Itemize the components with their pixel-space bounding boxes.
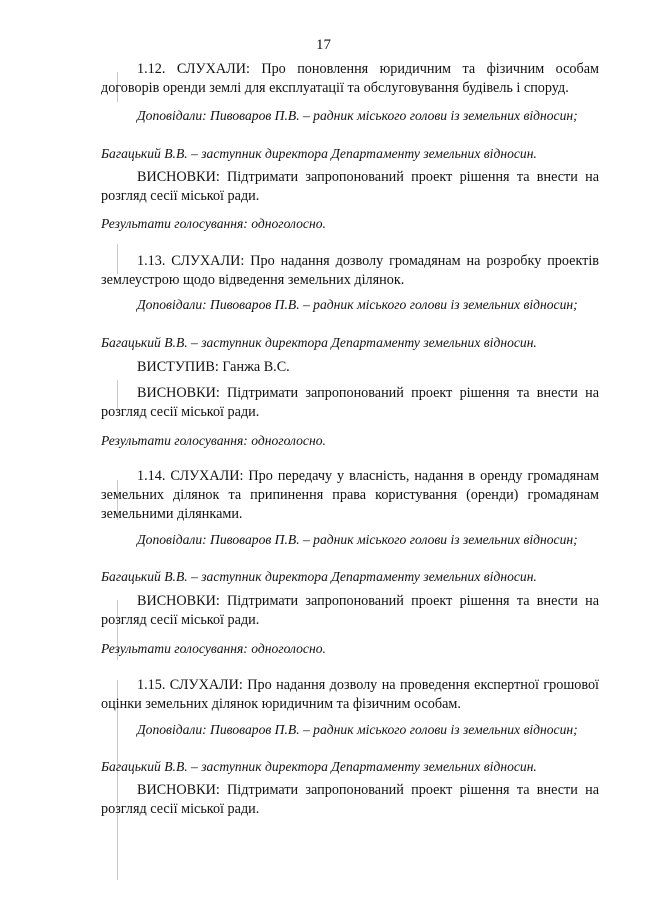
item-1-14-heard: 1.14. СЛУХАЛИ: Про передачу у власність, надання в оренду громадянам земельних ділянок та припинення права користування (оренди) громадянам земельними ділянками. [101, 468, 599, 522]
item-1-15-heard: 1.15. СЛУХАЛИ: Про надання дозволу на проведення експертної грошової оцінки земельних ділянок юридичним та фізичним особам. [101, 677, 599, 712]
item-1-13-spoke: ВИСТУПИВ: Ганжа В.С. [137, 359, 290, 375]
item-1-13-vote: Результати голосування: одноголосно. [101, 433, 326, 448]
item-1-12-heard: 1.12. СЛУХАЛИ: Про поновлення юридичним та фізичним особам договорів оренди землі для експлуатації та обслуговування будівель і споруд. [101, 61, 599, 96]
item-1-13-reporter-1: Доповідали: Пивоваров П.В. – радник міського голови із земельних відносин; [137, 297, 578, 312]
item-1-13-reporter-2: Багацький В.В. – заступник директора Департаменту земельних відносин. [101, 335, 537, 350]
item-1-15-reporter-1: Доповідали: Пивоваров П.В. – радник міського голови із земельних відносин; [137, 722, 578, 737]
item-1-14-reporter-1: Доповідали: Пивоваров П.В. – радник міського голови із земельних відносин; [137, 532, 578, 547]
item-1-15-conclusion: ВИСНОВКИ: Підтримати запропонований проект рішення та внести на розгляд сесії міської ради. [101, 782, 599, 817]
item-1-15-reporter-2: Багацький В.В. – заступник директора Департаменту земельних відносин. [101, 759, 537, 774]
item-1-12-reporter-2: Багацький В.В. – заступник директора Департаменту земельних відносин. [101, 146, 537, 161]
item-1-14-vote: Результати голосування: одноголосно. [101, 641, 326, 656]
item-1-12-vote: Результати голосування: одноголосно. [101, 216, 326, 231]
item-1-13-heard: 1.13. СЛУХАЛИ: Про надання дозволу громадянам на розробку проектів землеустрою щодо відведення земельних ділянок. [101, 253, 599, 288]
page-number: 17 [316, 37, 331, 53]
item-1-13-conclusion: ВИСНОВКИ: Підтримати запропонований проект рішення та внести на розгляд сесії міської ради. [101, 385, 599, 420]
item-1-12-conclusion: ВИСНОВКИ: Підтримати запропонований проект рішення та внести на розгляд сесії міської ради. [101, 169, 599, 204]
item-1-14-conclusion: ВИСНОВКИ: Підтримати запропонований проект рішення та внести на розгляд сесії міської ради. [101, 593, 599, 628]
item-1-12-reporter-1: Доповідали: Пивоваров П.В. – радник міського голови із земельних відносин; [137, 108, 578, 123]
item-1-14-reporter-2: Багацький В.В. – заступник директора Департаменту земельних відносин. [101, 569, 537, 584]
